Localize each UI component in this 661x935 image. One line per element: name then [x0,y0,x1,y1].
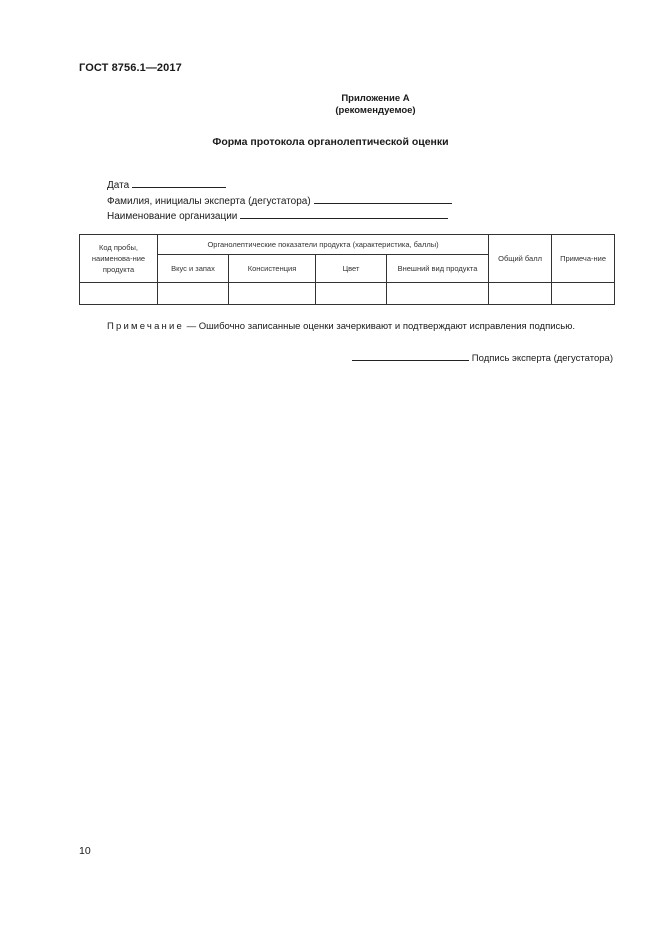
table-cell [316,283,387,305]
organization-field [107,208,448,222]
organization-label: Наименование организации [107,211,238,222]
appendix-title: Приложение А [341,93,410,104]
organization-line [240,208,448,219]
signature-label: Подпись эксперта (дегустатора) [471,353,613,364]
date-line [132,177,226,188]
date-label: Дата [107,180,130,191]
note-label: Примечание [107,321,184,332]
table-cell [80,283,158,305]
date-field [107,177,226,191]
protocol-table [79,234,615,305]
appendix-status: (рекомендуемое) [335,105,416,116]
note [107,321,575,332]
table-cell [387,283,489,305]
page-number: 10 [79,845,91,857]
document-header: ГОСТ 8756.1—2017 [79,62,182,74]
expert-field [107,193,452,207]
col-appearance-header: Внешний вид продукта [387,255,489,283]
indicators-group-header: Органолептические показатели продукта (характеристика, баллы) [158,235,489,255]
col-taste-header: Вкус и запах [158,255,229,283]
col-note-header: Примеча-ние [552,235,615,283]
table-cell [489,283,552,305]
col-color-header: Цвет [316,255,387,283]
expert-line [314,193,452,204]
expert-label: Фамилия, инициалы эксперта (дегустатора) [107,196,311,207]
table-row [80,283,615,305]
signature-underline [352,351,469,361]
table-cell [552,283,615,305]
note-text: — Ошибочно записанные оценки зачеркивают и подтверждают исправления подписью. [184,321,575,332]
col-sample-header: Код пробы, наименова-ние продукта [80,235,158,283]
col-consistency-header: Консистенция [229,255,316,283]
table-cell [158,283,229,305]
form-title: Форма протокола органолептической оценки [212,136,449,148]
col-total-header: Общий балл [489,235,552,283]
table-cell [229,283,316,305]
signature-line [352,351,613,364]
